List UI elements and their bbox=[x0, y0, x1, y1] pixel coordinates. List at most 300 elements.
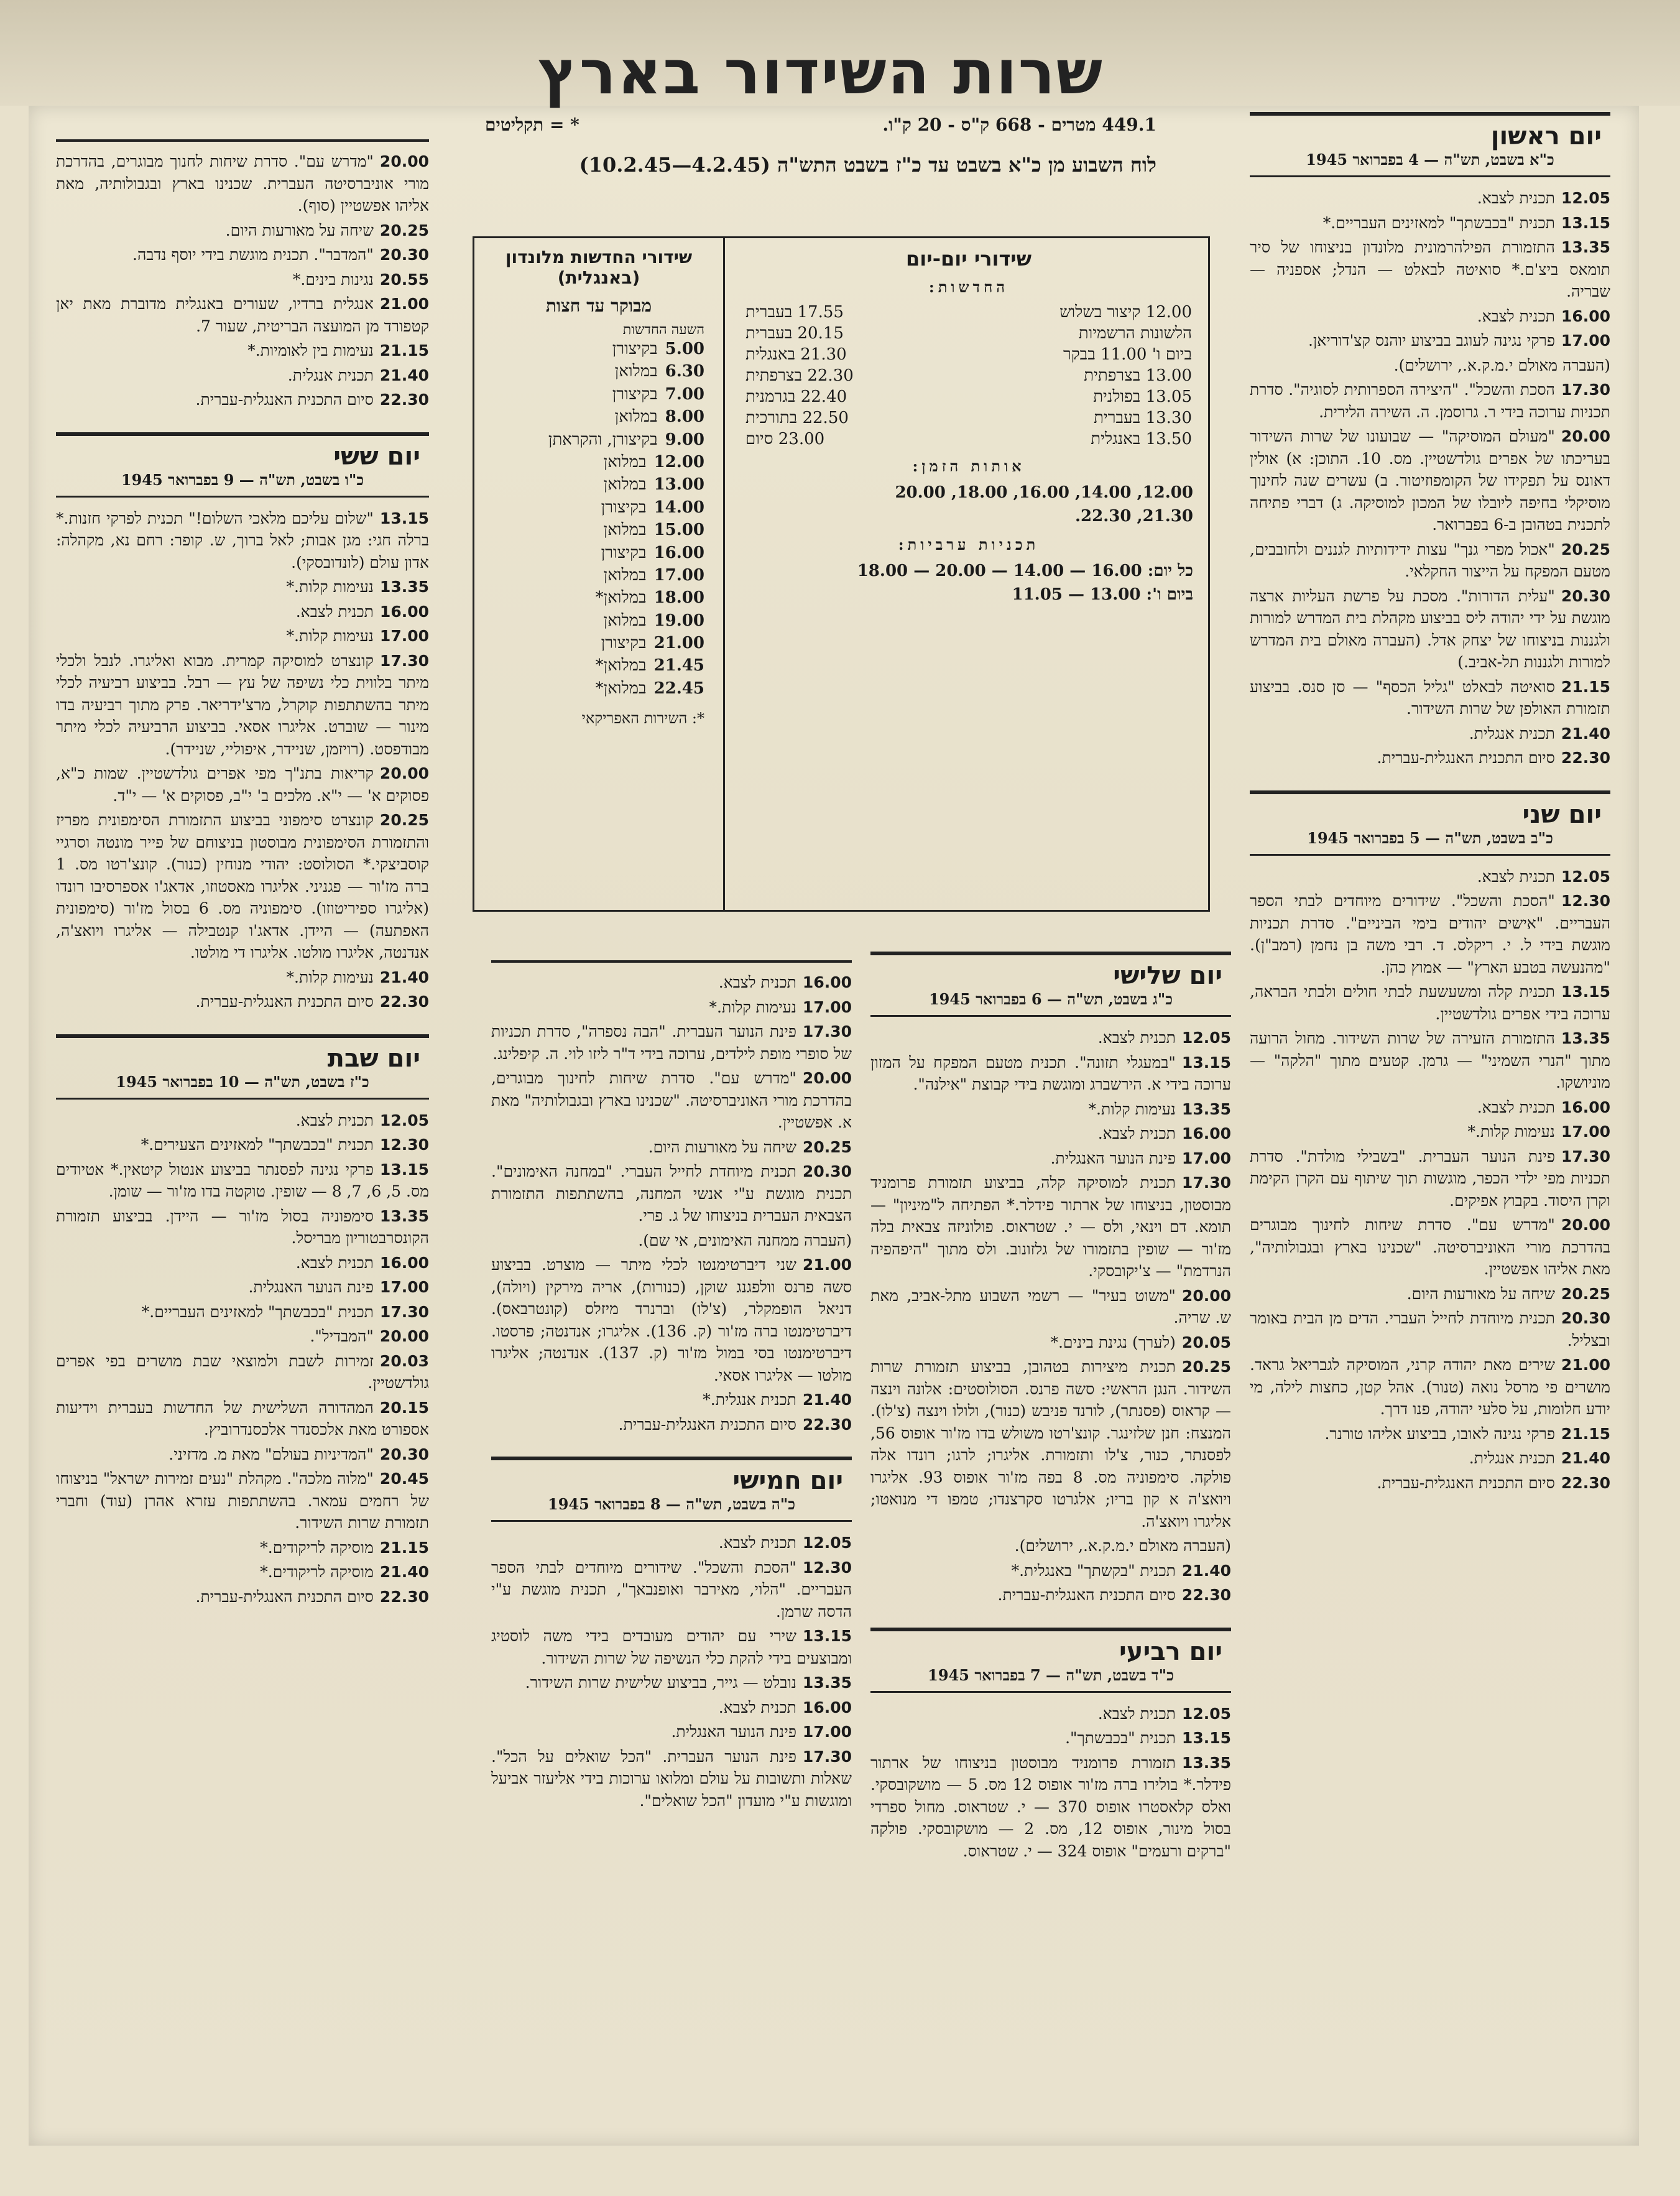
program-text: נעימות קלות.* bbox=[286, 968, 374, 986]
london-row bbox=[481, 338, 717, 360]
program-text: קריאות בתנ"ך מפי אפרים גולדשטיין. שמות כ"א, פסוקים א' — י"א. מלכים ב' י"ב, פסוקים א' — י"ד. bbox=[56, 764, 429, 805]
program-text: תכנית "בכבשתך". bbox=[1065, 1729, 1176, 1747]
program-text: (העברה מאולם י.מ.ק.א., ירושלים). bbox=[1014, 1537, 1231, 1555]
program-text: "במעגלי תזונה". תכנית מטעם המפקח על המזון ערוכה בידי א. הירשברג ומוגשת בידי קבוצת "אילנה". bbox=[870, 1053, 1231, 1093]
program-item bbox=[870, 1703, 1231, 1725]
program-time: 16.00 bbox=[379, 1253, 429, 1272]
program-time: 20.03 bbox=[379, 1351, 429, 1370]
program-item bbox=[1250, 236, 1610, 303]
program-text: "הסכת והשכל". שידורים מיוחדים לבתי הספר העבריים. "הלוי, מאירבר ואופנבאך", תכנית מוגשת ע"י הדסה שרמן. bbox=[491, 1558, 852, 1621]
program-time: 13.15 bbox=[1181, 1053, 1231, 1072]
program-text: (העברה מאולם י.מ.ק.א., ירושלים). bbox=[1393, 356, 1610, 374]
london-desc: במלואן bbox=[603, 565, 647, 585]
program-item bbox=[1250, 539, 1610, 583]
program-text: תכנית לצבא. bbox=[718, 1698, 796, 1716]
program-item bbox=[1250, 354, 1610, 377]
program-text: "אכול מפרי גנך" עצות ידידותיות לגננים ולחובבים, מטעם המפקח על הייצור החקלאי. bbox=[1250, 540, 1610, 580]
program-item bbox=[491, 1136, 852, 1159]
program-item bbox=[1250, 1354, 1610, 1420]
program-item bbox=[491, 1746, 852, 1812]
london-time: 15.00 bbox=[653, 521, 704, 540]
news-entry-right: 13.30 בעברית bbox=[1094, 409, 1192, 427]
program-text: תכנית לצבא. bbox=[295, 602, 374, 621]
program-item bbox=[870, 1285, 1231, 1329]
program-item bbox=[870, 1584, 1231, 1606]
program-time: 13.15 bbox=[1561, 213, 1610, 232]
arabic-label: תכניות ערביות: bbox=[898, 535, 1040, 554]
london-desc: בקיצורן bbox=[612, 340, 658, 358]
program-text: פרקי נגינה לאובו, בביצוע אליהו טורנר. bbox=[1324, 1424, 1555, 1443]
program-text: פינת הנוער העברית. "הבה נספרה", סדרת תכניות של סופרי מופת לילדים, ערוכה בידי ד"ר ליזו לוי. ה. קיפלינג. bbox=[491, 1022, 852, 1063]
london-desc: במלואן bbox=[603, 452, 647, 471]
program-item bbox=[56, 1537, 429, 1559]
program-text: תכנית לצבא. bbox=[295, 1253, 374, 1272]
program-text: תכנית לצבא. bbox=[1097, 1124, 1176, 1142]
masthead bbox=[473, 37, 1169, 177]
london-desc: בקיצורן bbox=[612, 384, 658, 404]
program-text: "שלום עליכם מלאכי השלום!" תכנית לפרקי חזנות.* ברלה חגי: מגן אבות; לאל ברוך, ש. קופר: רחם נא, מקהלה: אדון עולם (לונדובסקי). bbox=[56, 509, 429, 572]
news-entry-right: ביום ו' 11.00 בבקר bbox=[1063, 345, 1192, 364]
program-text: "משוט בעיר" — רשמי השבוע מתל-אביב, מאת ש. שריה. bbox=[870, 1286, 1231, 1327]
london-row bbox=[481, 632, 717, 654]
program-text: תכנית לצבא. bbox=[1477, 189, 1555, 207]
london-desc: במלואן bbox=[614, 362, 658, 381]
schedule-divider bbox=[723, 238, 725, 910]
time-signals-1 bbox=[729, 481, 1208, 504]
program-time: 21.40 bbox=[379, 1563, 429, 1581]
program-time: 12.05 bbox=[379, 1111, 429, 1129]
program-item bbox=[56, 991, 429, 1013]
day-date: כ"ה בשבט, תש"ה — 8 בפברואר 1945 bbox=[491, 1495, 852, 1522]
news-row bbox=[729, 429, 1208, 450]
program-item bbox=[56, 1134, 429, 1156]
program-text: תכנית לצבא. bbox=[295, 1111, 374, 1129]
program-time: 13.15 bbox=[379, 1160, 429, 1179]
time-signals-text-1: 12.00, 14.00, 16.00, 18.00, 20.00 bbox=[895, 483, 1193, 502]
program-text: "מדרש עם". סדרת שיחות לחינוך מבוגרים, בהדרכת מורי האוניברסיטה. "שכנינו בארץ ובגבולותיה" מאת א. אפשטיין. bbox=[491, 1069, 852, 1131]
program-item bbox=[56, 1350, 429, 1394]
program-item bbox=[56, 762, 429, 807]
program-time: 13.35 bbox=[379, 578, 429, 596]
program-item bbox=[56, 1443, 429, 1466]
program-item bbox=[1250, 1146, 1610, 1212]
program-item bbox=[1250, 305, 1610, 328]
day-friday bbox=[56, 432, 429, 1013]
program-time: 22.30 bbox=[379, 993, 429, 1011]
program-text: סיום התכנית האנגלית-עברית. bbox=[1377, 1473, 1555, 1492]
time-signals-2 bbox=[729, 504, 1208, 528]
london-desc: במלואן bbox=[603, 475, 647, 494]
program-text: שיחה על מאורעות היום. bbox=[648, 1137, 796, 1156]
program-time: 21.40 bbox=[379, 968, 429, 986]
program-time: 13.15 bbox=[1561, 983, 1610, 1001]
day-title: יום חמישי bbox=[491, 1457, 852, 1495]
day-monday bbox=[1250, 790, 1610, 1494]
program-time: 20.30 bbox=[1561, 586, 1610, 605]
program-item bbox=[1250, 379, 1610, 423]
london-desc: במלואן bbox=[614, 407, 658, 427]
program-time: 17.00 bbox=[802, 1723, 852, 1741]
program-item bbox=[56, 269, 429, 291]
program-time: 21.40 bbox=[379, 366, 429, 384]
program-time: 17.00 bbox=[1561, 331, 1610, 350]
program-item bbox=[870, 1123, 1231, 1145]
program-time: 20.25 bbox=[379, 221, 429, 239]
london-time: 6.30 bbox=[665, 362, 704, 381]
program-time: 17.30 bbox=[1561, 1147, 1610, 1165]
program-text: תכנית לצבא. bbox=[1477, 307, 1555, 325]
program-text: "מדרש עם". סדרת שיחות לחינוך מבוגרים בהדרכת מורי האוניברסיטה. "שכנינו בארץ ובגבולותיה", מאת אליהו אפשטיין. bbox=[1250, 1216, 1610, 1278]
program-item bbox=[56, 1397, 429, 1441]
section-rule bbox=[491, 960, 852, 963]
london-desc: בקיצורן, והקראתן bbox=[548, 430, 658, 449]
program-time: 20.45 bbox=[379, 1470, 429, 1488]
program-text: "מדרש עם". סדרת שיחות לחנוך מבוגרים, בהדרכת מורי אוניברסיטה העברית. שכנינו בארץ ובגבולותיה, מאת אליהו אפשטיין (סוף). bbox=[56, 152, 429, 215]
day-title: יום שלישי bbox=[870, 952, 1231, 990]
london-desc: במלואן* bbox=[595, 679, 647, 698]
day-date: כ"ד בשבט, תש"ה — 7 בפברואר 1945 bbox=[870, 1666, 1231, 1693]
program-time: 16.00 bbox=[379, 602, 429, 621]
london-sub: מבוקר עד חצות bbox=[545, 295, 652, 316]
program-time: 13.15 bbox=[379, 509, 429, 527]
london-row bbox=[481, 654, 717, 677]
program-item bbox=[870, 1027, 1231, 1049]
program-time: 17.30 bbox=[379, 651, 429, 670]
news-entry-left: 22.30 בצרפתית bbox=[745, 366, 854, 385]
program-text: הסכת והשכל". "היצירה הספרותית לסוגיה". סדרת תכניות ערוכה בידי ר. גרוסמן. ה. השירה הלירית. bbox=[1250, 381, 1610, 421]
program-time: 22.30 bbox=[379, 391, 429, 409]
program-item bbox=[491, 1672, 852, 1694]
day-thursday-continued bbox=[56, 139, 429, 411]
program-text: "מלוה מלכה". מקהלת "נעים זמירות ישראל" בניצוחו של רחמים עמאר. בהשתתפות עזרא אהרן (עוד) וחברי תזמורת שרות השידור. bbox=[56, 1470, 429, 1532]
program-text: תכנית מיוחדת לחייל העברי. "במחנה האימונים". תכנית מוגשת ע"י אנשי המחנה, בהשתתפות התזמורת הצבאית העברית בניצוחו של ג. פרי. bbox=[491, 1162, 852, 1225]
program-time: 20.25 bbox=[1561, 1284, 1610, 1303]
program-text: נגינות בינים.* bbox=[292, 270, 374, 289]
day-date: כ"ו בשבט, תש"ה — 9 בפברואר 1945 bbox=[56, 471, 429, 498]
program-time: 22.30 bbox=[1561, 749, 1610, 767]
program-time: 13.35 bbox=[1181, 1100, 1231, 1118]
program-text: שני דיברטימנטו לכלי מיתר — מוצרט. בביצוע סשה פרנס וולפגנג שוקן, (כנורות), אריה מירקין (ויולה), דניאל הופמקלר, (צ'לו) וברנרד מיזלס (קונטרבאס). דיברטימנטו ברה מז'ור (ק. 136). אליגרו; אנדנטה; פרסטו. דיברטימנטו בסי במול מז'ור (ק. 137). אנדנטה; אליגרו מולטו — אליגרו אסאי. bbox=[491, 1256, 852, 1384]
records-legend: * = תקליטים bbox=[485, 114, 579, 135]
program-text: תכנית אנגלית. bbox=[287, 366, 374, 384]
news-entry-right: 13.00 בצרפתית bbox=[1084, 366, 1192, 385]
london-time: 9.00 bbox=[665, 430, 704, 449]
time-signals-text-2: 21.30, 22.30. bbox=[1074, 507, 1193, 526]
program-item bbox=[491, 1721, 852, 1743]
program-text: התזמורת הזעירה של שרות השידור. מחול הרועה מתוך "הנרי השמיני" — גרמן. קטעים מתוך "הלקה" — מוניושקו. bbox=[1250, 1029, 1610, 1091]
program-item bbox=[56, 1586, 429, 1608]
program-item bbox=[1250, 1121, 1610, 1143]
program-item bbox=[1250, 1472, 1610, 1494]
program-item bbox=[1250, 747, 1610, 769]
program-item bbox=[1250, 1447, 1610, 1470]
london-row bbox=[481, 405, 717, 428]
program-text: סיום התכנית האנגלית-עברית. bbox=[1377, 749, 1555, 767]
program-item bbox=[56, 293, 429, 337]
program-text: זמירות לשבת ולמוצאי שבת מושרים בפי אפרים גולדשטיין. bbox=[56, 1351, 429, 1392]
program-time: 21.40 bbox=[1561, 724, 1610, 743]
program-text: סיום התכנית האנגלית-עברית. bbox=[997, 1586, 1176, 1604]
day-wednesday-continued bbox=[491, 960, 852, 1435]
program-item bbox=[870, 1098, 1231, 1121]
program-item bbox=[491, 1021, 852, 1065]
program-item bbox=[56, 1205, 429, 1249]
news-row bbox=[729, 302, 1208, 323]
column-center-left bbox=[491, 952, 852, 1833]
news-row bbox=[729, 407, 1208, 429]
program-item bbox=[1250, 425, 1610, 536]
london-row bbox=[481, 383, 717, 405]
program-item bbox=[56, 244, 429, 266]
program-time: 21.40 bbox=[1181, 1561, 1231, 1580]
program-text: "עלית הדורות". מסכת על פרשת העליות ארצה מוגשת על ידי יהודה ליס בביצוע מקהלת בית המדרש למורות ולגננות בניצוחו של יצחק אדל. (העברה מאולם בית המדרש למורות ולגננות תל-אביב.) bbox=[1250, 586, 1610, 671]
program-text: נעימות קלות.* bbox=[286, 627, 374, 645]
london-news bbox=[481, 238, 717, 728]
london-desc: במלואן* bbox=[595, 588, 647, 608]
london-title: שידורי החדשות מלונדון (באנגלית) bbox=[505, 247, 693, 288]
program-time: 17.30 bbox=[802, 1747, 852, 1766]
news-entry-right: 13.50 באנגלית bbox=[1091, 430, 1192, 448]
day-thursday bbox=[491, 1457, 852, 1812]
program-item bbox=[491, 996, 852, 1019]
program-time: 12.05 bbox=[1181, 1029, 1231, 1047]
day-wednesday bbox=[870, 1628, 1231, 1863]
program-text: תכנית לצבא. bbox=[1097, 1029, 1176, 1047]
day-date: כ"ז בשבט, תש"ה — 10 בפברואר 1945 bbox=[56, 1073, 429, 1100]
day-title: יום שני bbox=[1250, 790, 1610, 829]
program-time: 13.35 bbox=[802, 1674, 852, 1692]
program-time: 21.15 bbox=[379, 1538, 429, 1557]
program-time: 13.35 bbox=[1181, 1753, 1231, 1772]
program-time: 20.00 bbox=[1561, 427, 1610, 445]
program-time: 17.30 bbox=[1181, 1174, 1231, 1192]
program-time: 22.30 bbox=[802, 1415, 852, 1434]
program-time: 21.40 bbox=[1561, 1449, 1610, 1467]
day-title: יום ראשון bbox=[1250, 112, 1610, 151]
news-row bbox=[729, 365, 1208, 386]
program-item bbox=[870, 1727, 1231, 1749]
program-text: תכנית לצבא. bbox=[718, 1534, 796, 1552]
program-item bbox=[56, 1325, 429, 1348]
program-time: 20.15 bbox=[379, 1398, 429, 1417]
london-desc: במלואן bbox=[603, 521, 647, 540]
day-sunday bbox=[1250, 112, 1610, 769]
london-desc: בקיצורן bbox=[601, 498, 647, 517]
program-item bbox=[870, 1535, 1231, 1557]
program-time: 21.15 bbox=[379, 341, 429, 359]
program-item bbox=[56, 966, 429, 989]
program-time: 22.30 bbox=[379, 1587, 429, 1606]
program-text: נעימות קלות.* bbox=[709, 998, 796, 1016]
program-text: סואיטה לבאלט "גליל הכסף" — סן סנס. בביצוע תזמורת האולפן של שרות השידור. bbox=[1250, 677, 1610, 718]
program-time: 17.00 bbox=[802, 998, 852, 1016]
program-item bbox=[56, 220, 429, 242]
program-text: סיום התכנית האנגלית-עברית. bbox=[195, 391, 374, 409]
day-tuesday bbox=[870, 952, 1231, 1606]
program-text: תכנית "בקשתך" באנגלית.* bbox=[1011, 1561, 1176, 1580]
program-time: 17.30 bbox=[1561, 381, 1610, 399]
program-text: אנגלית ברדיו, שעורים באנגלית מדוברת מאת יאן קטפורד מן המועצה הבריטית, שעור 7. bbox=[56, 295, 429, 335]
program-time: 20.00 bbox=[802, 1069, 852, 1087]
london-row bbox=[481, 519, 717, 541]
program-time: 13.15 bbox=[802, 1627, 852, 1645]
program-text: נעימות קלות.* bbox=[286, 578, 374, 596]
program-time: 17.30 bbox=[379, 1302, 429, 1321]
program-time: 20.55 bbox=[379, 270, 429, 289]
program-time: 20.00 bbox=[379, 1327, 429, 1345]
program-text: שירים מאת יהודה קרני, המוסיקה לגבריאל גראד. מושרים פי מרסל נואה (טנור). אהל קטן, כחצות לילה, מי יודע חלומות, על סלעי יהודה, פנו דרך. bbox=[1250, 1356, 1610, 1418]
program-time: 21.15 bbox=[1561, 1424, 1610, 1443]
frequency-info: 449.1 מטרים - 668 ק"ס - 20 ק"ו. bbox=[882, 114, 1156, 135]
program-item bbox=[56, 1252, 429, 1274]
program-text: סיום התכנית האנגלית-עברית. bbox=[618, 1415, 796, 1434]
program-item bbox=[56, 1468, 429, 1534]
program-time: 20.05 bbox=[1181, 1333, 1231, 1351]
program-text: (העברה ממחנה האימונים, אי שם). bbox=[638, 1231, 852, 1249]
program-time: 16.00 bbox=[1181, 1124, 1231, 1142]
news-list bbox=[729, 302, 1208, 450]
program-time: 13.15 bbox=[1181, 1729, 1231, 1747]
london-time: 13.00 bbox=[653, 475, 704, 494]
news-entry-left: 21.30 באנגלית bbox=[745, 345, 847, 364]
program-item bbox=[56, 340, 429, 362]
page-title: שרות השידור בארץ bbox=[538, 37, 1104, 108]
program-time: 17.00 bbox=[1181, 1149, 1231, 1167]
program-text: תכנית מיוחדת לחייל העברי. הדים מן הבית באומר ובצליל. bbox=[1250, 1309, 1610, 1350]
program-item bbox=[1250, 1423, 1610, 1445]
daily-broadcasts bbox=[729, 238, 1208, 606]
program-text: תכנית אנגלית. bbox=[1469, 1449, 1555, 1467]
program-time: 20.30 bbox=[379, 246, 429, 264]
daily-schedule-box bbox=[473, 236, 1210, 912]
program-time: 12.05 bbox=[1561, 189, 1610, 207]
program-text: שיחה על מאורעות היום. bbox=[1406, 1284, 1555, 1303]
program-item bbox=[1250, 212, 1610, 234]
program-text: תכנית "בכבשתך" למאזינים הצעירים.* bbox=[141, 1136, 374, 1154]
program-time: 20.30 bbox=[802, 1162, 852, 1180]
program-text: נעימות קלות.* bbox=[1088, 1100, 1176, 1118]
week-range: לוח השבוע מן כ"א בשבט עד כ"ז בשבט התש"ה (4.2.45—10.2.45) bbox=[579, 153, 1156, 177]
program-item bbox=[1250, 585, 1610, 674]
news-entry-left: 17.55 בעברית bbox=[745, 303, 844, 322]
program-time: 17.30 bbox=[802, 1022, 852, 1040]
program-item bbox=[870, 1172, 1231, 1282]
program-text: "המדבר". תכנית מוגשת בידי יוסף נדבה. bbox=[132, 246, 374, 264]
program-text: תכנית "בכבשתך" למאזינים העבריים.* bbox=[1322, 213, 1555, 232]
program-text: שירי עם יהודים מעובדים בידי משה לוסטיג ומבוצעים בידי להקת כלי הנשיפה של שרות השידור. bbox=[491, 1627, 852, 1667]
london-row bbox=[481, 360, 717, 382]
london-time: 12.00 bbox=[653, 452, 704, 471]
program-item bbox=[56, 151, 429, 217]
london-time: 21.00 bbox=[653, 634, 704, 653]
program-text: קונצרט סימפוני בביצוע התזמורת הסימפונית מפריז והתזמורת הסימפונית מבוסטון בניצוחם של פייר מונטה וסרגיי קוסביצקי.* הסולוסט: יהודי מנוחין (כנור). קונצ'רטו מס. 1 ברה מז'ור — פגניני. אליגרו מאסטוזו, אדאג'ו אספרסיבו רונדו (אליגרו ספיריטוזו). סימפוניה מס. 6 בסול מז'ור (סימפונית האפתעה) — היידן. אדאג'ו קנטבילה — אליגרו ויואצ'ה, אנדנטה, אליגרו מולטו. אליגרו די מולטו. bbox=[56, 811, 429, 961]
london-desc: במלואן* bbox=[595, 656, 647, 675]
program-time: 21.00 bbox=[379, 295, 429, 313]
program-text: נעימות קלות.* bbox=[1467, 1123, 1555, 1141]
london-desc: בקיצורן bbox=[601, 634, 647, 653]
program-item bbox=[491, 1532, 852, 1554]
program-text: סימפוניה בסול מז'ור — היידן. בביצוע תזמורת הקונסרבטוריון מבריסל. bbox=[56, 1207, 429, 1247]
program-time: 16.00 bbox=[802, 973, 852, 991]
program-time: 21.15 bbox=[1561, 677, 1610, 696]
program-text: פרקי נגינה לעוגב בביצוע יוהנס קצ'דוריאן. bbox=[1308, 331, 1555, 350]
program-text: תכנית "בכבשתך" למאזינים העבריים.* bbox=[141, 1302, 374, 1321]
program-time: 20.00 bbox=[379, 764, 429, 782]
program-item bbox=[56, 650, 429, 761]
program-time: 20.25 bbox=[1181, 1358, 1231, 1376]
program-text: (לערך) נגינת בינים.* bbox=[1050, 1333, 1176, 1351]
program-text: תכנית אנגלית. bbox=[1469, 724, 1555, 743]
news-row bbox=[729, 386, 1208, 407]
news-entry-right: 12.00 קיצור בשלוש bbox=[1059, 303, 1192, 322]
program-item bbox=[56, 601, 429, 623]
london-row bbox=[481, 496, 717, 519]
program-time: 21.00 bbox=[802, 1256, 852, 1274]
program-text: תכנית לצבא. bbox=[1477, 867, 1555, 886]
program-text: המהדורה השלישית של החדשות בעברית וידיעות אספורט מאת אלכסנדר אלכסנדרוביץ. bbox=[56, 1398, 429, 1439]
program-item bbox=[56, 1276, 429, 1299]
program-time: 12.30 bbox=[802, 1558, 852, 1577]
program-text: פינת הנוער העברית. "הכל שואלים על הכל". שאלות ותשובות על עולם ומלואו ערוכות בידי אליעזר אביעל ומוגשות ע"י מועדון "הכל שואלים". bbox=[491, 1747, 852, 1810]
day-date: כ"א בשבט, תש"ה — 4 בפברואר 1945 bbox=[1250, 151, 1610, 177]
london-time: 22.45 bbox=[653, 679, 704, 698]
column-left bbox=[56, 131, 429, 1629]
program-time: 20.25 bbox=[379, 811, 429, 829]
time-signal-label: אותות הזמן: bbox=[912, 457, 1025, 475]
program-item bbox=[1250, 981, 1610, 1025]
program-time: 22.30 bbox=[1561, 1473, 1610, 1492]
program-item bbox=[56, 507, 429, 574]
program-text: נעימות בין לאומיות.* bbox=[247, 341, 374, 359]
program-time: 20.00 bbox=[1181, 1286, 1231, 1305]
program-item bbox=[491, 1414, 852, 1436]
london-desc: בקיצורן bbox=[601, 543, 647, 562]
program-text: התזמורת הפילהרמונית מלונדון בניצוחו של סיר תומאס ביצ'ם.* סואיטה לבאלט — הנדל; אספניה — שבריה. bbox=[1250, 238, 1610, 300]
program-item bbox=[491, 1254, 852, 1386]
news-row bbox=[729, 323, 1208, 344]
program-text: "הסכת והשכל". שידורים מיוחדים לבתי הספר העבריים. "אישים יהודים בימי הביניים". סדרת תכניות מוגשת בידי ל. י. ריקלס. ד. רבי משה בן נחמן (רמב"ן). "מהנעשה בטבע הארץ" — אמוץ כהן. bbox=[1250, 892, 1610, 976]
news-entry-left: 22.40 בגרמנית bbox=[745, 387, 847, 406]
program-text: תזמורת פרומניד מבוסטון בניצוחו של ארתור פידלר.* בולירו ברה מז'ור אופוס 12 מס. 5 — מושקובסקי. ואלס קלאסטרו אופוס 370 — י. שטראוס. מחול ספרדי בסול מינור, אופוס 12, מס. 2 — מושקובסקי. פולקה "ברקים ורעמים" אופוס 324 — י. שטראוס. bbox=[870, 1753, 1231, 1860]
day-date: כ"ג בשבט, תש"ה — 6 בפברואר 1945 bbox=[870, 990, 1231, 1017]
program-text: מוסיקה לריקודים.* bbox=[260, 1538, 374, 1557]
news-label: החדשות: bbox=[928, 278, 1009, 296]
program-item bbox=[1250, 1027, 1610, 1094]
program-text: מוסיקה לריקודים.* bbox=[260, 1563, 374, 1581]
program-item bbox=[491, 1230, 852, 1252]
news-entry-left: 23.00 סיום bbox=[745, 430, 825, 448]
program-item bbox=[56, 1159, 429, 1203]
program-time: 22.30 bbox=[1181, 1586, 1231, 1604]
day-title: יום רביעי bbox=[870, 1628, 1231, 1666]
program-text: פינת הנוער העברית. "בשבילי מולדת". סדרת תכניות מפי ילדי הכפר, מוגשות תוך שיתוף עם הקרן הקימת וקרן היסוד. בקבוץ אפיקים. bbox=[1250, 1147, 1610, 1210]
program-item bbox=[1250, 1307, 1610, 1351]
london-time: 19.00 bbox=[653, 611, 704, 630]
program-text: סיום התכנית האנגלית-עברית. bbox=[195, 1587, 374, 1606]
program-item bbox=[870, 1052, 1231, 1096]
program-item bbox=[491, 1697, 852, 1719]
london-time: 14.00 bbox=[653, 498, 704, 517]
program-item bbox=[1250, 676, 1610, 720]
program-text: סיום התכנית האנגלית-עברית. bbox=[195, 993, 374, 1011]
news-entry-right: 13.05 בפולנית bbox=[1093, 387, 1192, 406]
program-item bbox=[56, 389, 429, 411]
arabic-2 bbox=[729, 583, 1208, 606]
news-entry-right: הלשונות הרשמיות bbox=[1078, 324, 1192, 343]
arabic-1 bbox=[729, 559, 1208, 583]
program-time: 20.25 bbox=[1561, 540, 1610, 558]
london-time: 16.00 bbox=[653, 543, 704, 562]
